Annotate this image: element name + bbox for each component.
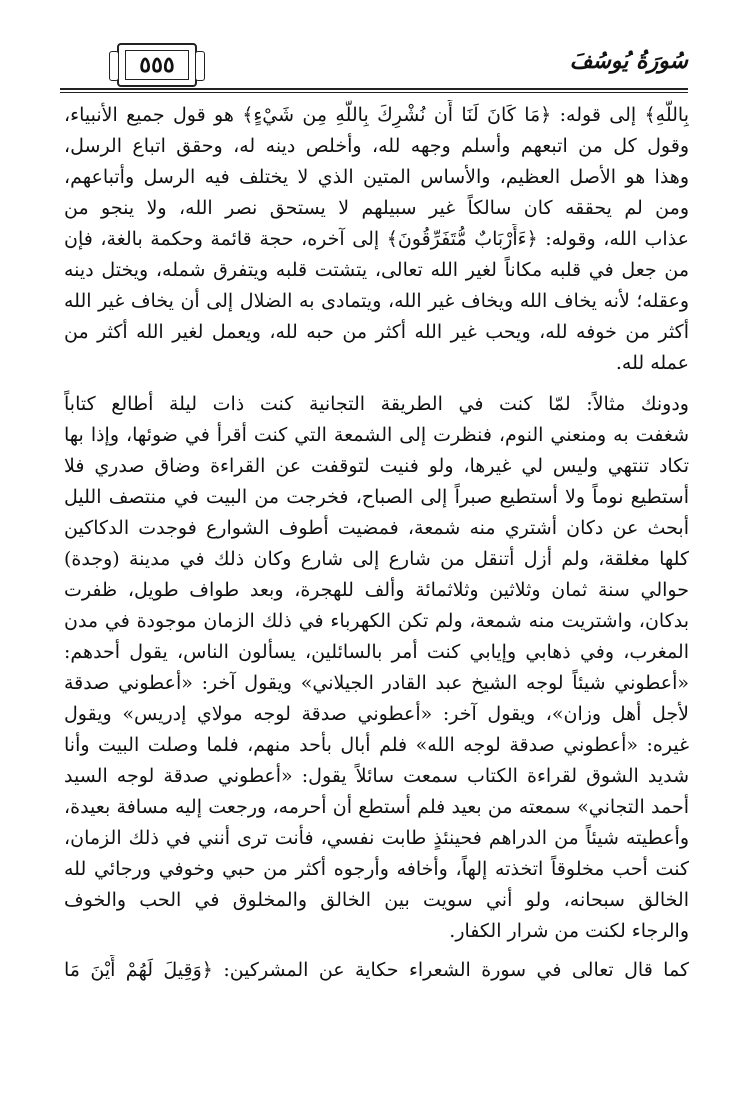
text-line: شغفت به ومنعني النوم، فنظرت إلى الشمعة التي كنت أقرأ في ضوئها، وإذا بها — [64, 424, 689, 446]
text-line: لأجل أهل وزان»، ويقول آخر: «أعطوني صدقة لوجه مولاي إدريس» ويقول — [64, 703, 689, 725]
text-line: غيره: «أعطوني صدقة لوجه الله» فلم أبال بأحد منهم، فلما وصلت البيت وأنا — [64, 734, 689, 756]
header-rule-thin — [60, 92, 688, 93]
text-line: الخالق سبحانه، ولو أني سويت بين الخالق والمخلوق في الحب والخوف — [64, 889, 689, 911]
header-rule — [60, 88, 688, 90]
text-line: وعقله؛ لأنه يخاف الله ويخاف غير الله، ويتمادى به الضلال إلى أن يخاف غير الله — [64, 290, 689, 312]
text-line: عذاب الله، وقوله: ﴿ءَأَرْبَابٌ مُّتَفَرِّقُونَ﴾ إلى آخره، حجة قائمة وحكمة بالغة، فإن — [64, 228, 689, 250]
paragraph-1 — [64, 100, 689, 379]
text-line: وأعطيته شيئاً من الدراهم فحينئذٍ طابت نفسي، فأنت ترى أنني في ذلك الزمان، — [64, 827, 689, 849]
page-number: ٥٥٥ — [139, 52, 175, 78]
text-line: أكثر من خوفه لله، ويحب غير الله أكثر من حبه لله، ويعمل لغير الله أكثر من — [64, 321, 689, 343]
text-line: ومن لم يحققه كان سالكاً غير سبيلهم لا يستحق نصر الله، ولا ينجو من — [64, 197, 689, 219]
paragraph-2 — [64, 389, 689, 947]
text-line: شديد الشوق لقراءة الكتاب سمعت سائلاً يقول: «أعطوني صدقة لوجه السيد — [64, 765, 689, 787]
text-line: المغرب، وفي ذهابي وإيابي كنت أمر بالسائلين، يسألون الناس، يقول أحدهم: — [64, 641, 689, 663]
text-line: وقول كل من اتبعهم وأسلم وجهه لله، وأخلص دينه له، وحقق اتباع الرسل، — [64, 135, 689, 157]
text-line: أحمد التجاني» سمعته من بعيد فلم أستطع أن أحرمه، ورجعت إليه مسافة بعيدة، — [64, 796, 689, 818]
text-line: أبحث عن دكان أشتري منه شمعة، فمضيت أطوف الشوارع فوجدت الدكاكين — [64, 517, 689, 539]
text-line: وهذا هو الأصل العظيم، والأساس المتين الذي لا يختلف فيه الرسل وأتباعهم، — [64, 166, 689, 188]
text-line: بدكان، واشتريت منه شمعة، ولم تكن الكهرباء في ذلك الزمان موجودة في مدن — [64, 610, 689, 632]
text-line: كنت أحب مخلوقاً اتخذته إلهاً، وأخافه وأرجوه أكثر من حبي وخوفي ورجائي لله — [64, 858, 689, 880]
text-line: «أعطوني شيئاً لوجه الشيخ عبد القادر الجيلاني» ويقول آخر: «أعطوني صدقة — [64, 672, 689, 694]
text-line: ودونك مثالاً: لمّا كنت في الطريقة التجانية كنت ذات ليلة أطالع كتاباً — [64, 393, 689, 415]
text-line: حوالي سنة ثمان وثلاثين وثلاثمائة وألف للهجرة، وبعد طواف طويل، ظفرت — [64, 579, 689, 601]
page-number-frame — [117, 43, 197, 87]
text-line: تكاد تنتهي وليس لي غيرها، ولو فنيت لتوقفت عن القراءة وضاق صدري فلا — [64, 455, 689, 477]
text-line: كما قال تعالى في سورة الشعراء حكاية عن المشركين: ﴿وَقِيلَ لَهُمْ أَيْنَ مَا — [64, 959, 689, 981]
text-line: بِاللَّهِ﴾ إلى قوله: ﴿مَا كَانَ لَنَا أَن نُشْرِكَ بِاللَّهِ مِن شَيْءٍ﴾ هو قول جميع الأنبياء، — [64, 104, 689, 126]
text-line: كلها مغلقة، ولم أزل أتنقل من شارع إلى شارع وكان ذلك في مدينة (وجدة) — [64, 548, 689, 570]
text-line: أستطيع نوماً ولا أستطيع صبراً إلى الصباح، فخرجت من البيت في منتصف الليل — [64, 486, 689, 508]
page-header — [0, 0, 752, 95]
page-body — [64, 100, 689, 986]
text-line: عمله لله. — [615, 352, 689, 374]
paragraph-3 — [64, 955, 689, 986]
text-line: والرجاء لكنت من شرار الكفار. — [449, 920, 689, 942]
surah-title: سُورَةُ يُوسُفَ — [569, 48, 688, 74]
text-line: من جعل في قلبه مكاناً لغير الله تعالى، يتشتت قلبه ويتفرق شمله، ويختل دينه — [64, 259, 689, 281]
